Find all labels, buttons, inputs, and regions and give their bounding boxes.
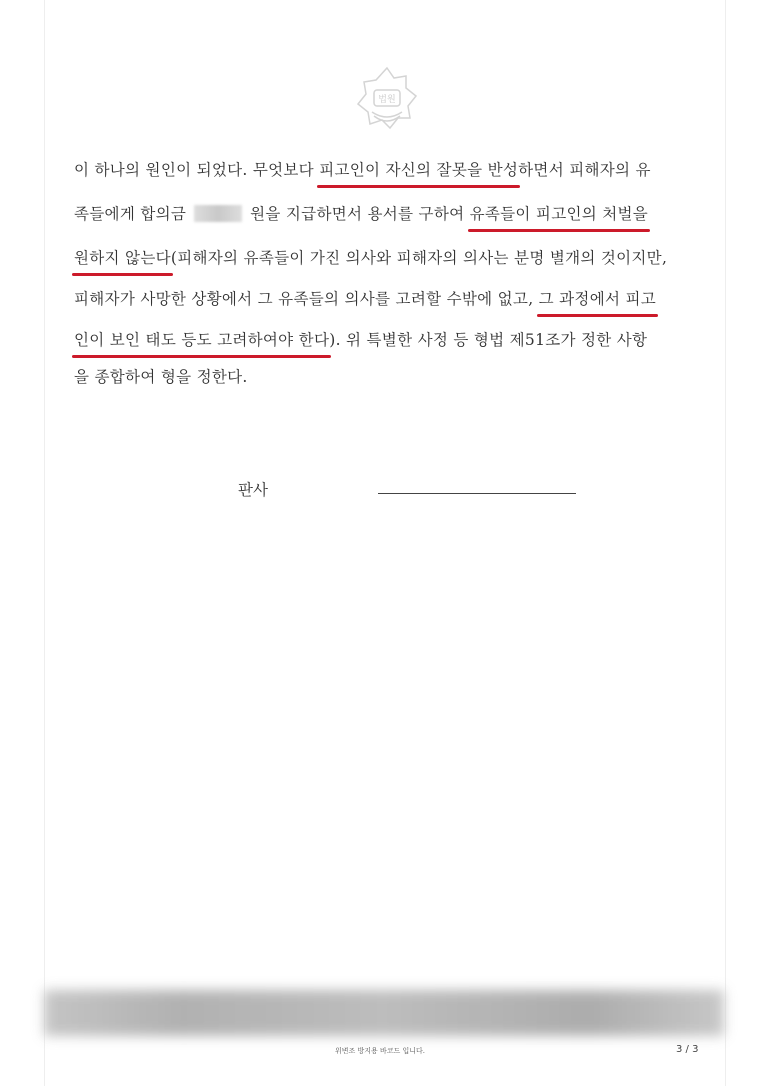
blurred-barcode (44, 990, 724, 1036)
redacted-amount (194, 205, 242, 222)
underlined-phrase: 그 과정에서 피고 (538, 290, 657, 308)
underlined-phrase: 피고인이 자신의 잘못을 반성 (319, 161, 519, 179)
text-line-5 (74, 330, 647, 350)
text-line-2 (74, 204, 648, 224)
underlined-phrase: 유족들이 피고인의 처벌을 (469, 205, 649, 223)
text-line-6 (74, 367, 248, 387)
text-segment: 족들에게 합의금 (74, 205, 187, 223)
text-segment: 피해자가 사망한 상황에서 그 유족들의 의사를 고려할 수밖에 없고, (74, 290, 539, 308)
text-segment: 을 종합하여 형을 정한다. (74, 368, 248, 386)
judge-label: 판사 (238, 481, 268, 499)
text-segment: 하면서 피해자의 유 (518, 161, 651, 179)
court-seal-watermark (352, 64, 422, 134)
text-line-1 (74, 160, 651, 180)
seal-text: 법원 (378, 95, 396, 105)
barcode-note: 위변조 방지용 바코드 입니다. (334, 1047, 426, 1055)
underlined-phrase: 인이 보인 태도 등도 고려하여야 한다 (74, 331, 330, 349)
page-number: 3 / 3 (676, 1044, 699, 1055)
text-segment: 이 하나의 원인이 되었다. 무엇보다 (74, 161, 320, 179)
signature-line (378, 493, 576, 494)
underlined-phrase: 원하지 않는다 (74, 249, 171, 267)
text-segment: (피해자의 유족들이 가진 의사와 피해자의 의사는 분명 별개의 것이지만, (170, 249, 668, 267)
text-segment: ). 위 특별한 사정 등 형법 제51조가 정한 사항 (329, 331, 648, 349)
text-segment: 원을 지급하면서 용서를 구하여 (250, 205, 470, 223)
text-line-3 (74, 248, 667, 268)
text-line-4 (74, 289, 656, 309)
